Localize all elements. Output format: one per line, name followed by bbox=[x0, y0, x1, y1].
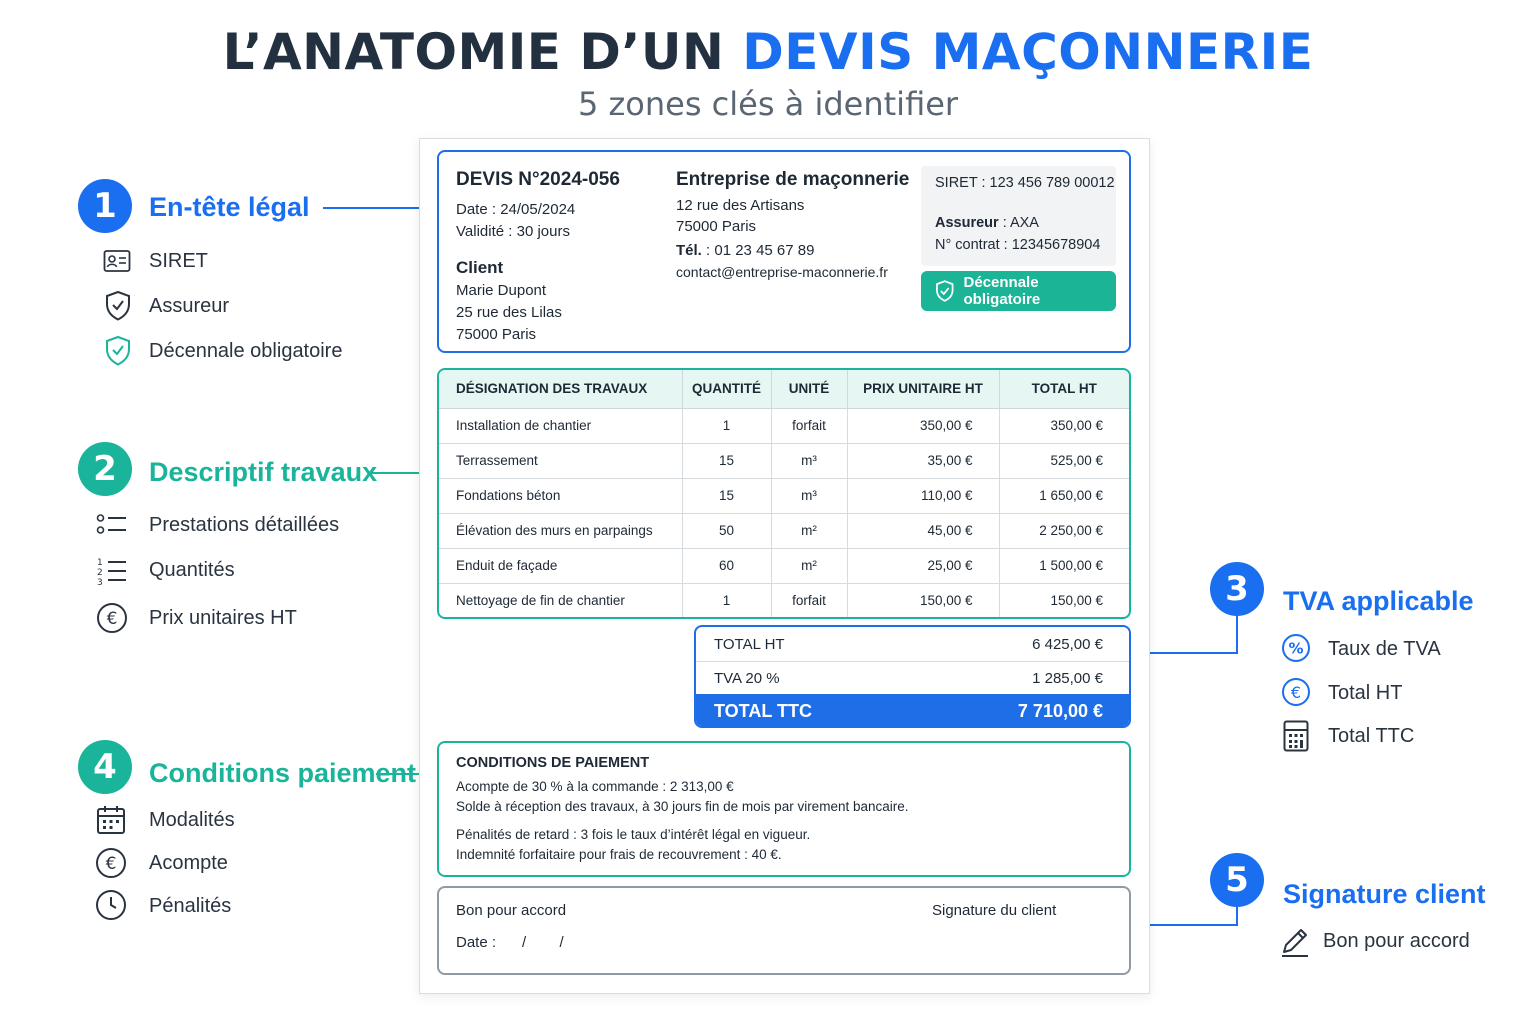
cell-unit-price: 25,00 € bbox=[847, 548, 999, 583]
svg-text:€: € bbox=[1290, 683, 1302, 702]
cell-designation: Terrassement bbox=[439, 443, 682, 478]
signature-date-label: Date : bbox=[456, 934, 497, 951]
calendar-icon bbox=[96, 805, 126, 835]
zone-totals bbox=[694, 625, 1131, 728]
bullet-list-icon bbox=[96, 513, 128, 537]
table-header-row bbox=[439, 370, 1129, 408]
zone-4-badge: 4 bbox=[78, 740, 132, 794]
cell-quantity: 1 bbox=[682, 408, 771, 443]
pen-icon bbox=[1280, 926, 1310, 958]
cell-unit-price: 350,00 € bbox=[847, 408, 999, 443]
calculator-icon bbox=[1283, 720, 1309, 752]
cell-quantity: 15 bbox=[682, 478, 771, 513]
cell-total: 525,00 € bbox=[999, 443, 1129, 478]
decennale-badge-label: Décennale obligatoire bbox=[963, 274, 1041, 308]
zone-3-badge: 3 bbox=[1210, 562, 1264, 616]
zone-5-badge: 5 bbox=[1210, 853, 1264, 907]
cell-unit: m³ bbox=[771, 478, 847, 513]
zone-2-item: Prestations détaillées bbox=[149, 514, 340, 536]
zone-3-item: Total HT bbox=[1328, 682, 1403, 704]
zone-4-item: Acompte bbox=[149, 852, 228, 874]
cell-total: 1 650,00 € bbox=[999, 478, 1129, 513]
table-row bbox=[439, 443, 1129, 478]
cell-total: 1 500,00 € bbox=[999, 548, 1129, 583]
zone-1-item: SIRET bbox=[149, 250, 208, 272]
euro-icon bbox=[96, 602, 128, 634]
signature-date-field[interactable]: / / bbox=[522, 934, 564, 951]
col-header: DÉSIGNATION DES TRAVAUX bbox=[439, 370, 682, 408]
zone-2-title: Descriptif travaux bbox=[149, 457, 378, 487]
company-email: contact@entreprise-maconnerie.fr bbox=[676, 264, 888, 280]
shield-icon bbox=[104, 290, 132, 322]
devis-date: Date : 24/05/2024 bbox=[456, 201, 576, 218]
col-header: UNITÉ bbox=[771, 370, 847, 408]
zone-3-item: Taux de TVA bbox=[1328, 638, 1441, 660]
tva-value: 1 285,00 € bbox=[1032, 669, 1103, 687]
zone-4-title: Conditions paiement bbox=[149, 758, 417, 788]
conditions-line: Solde à réception des travaux, à 30 jours fin de mois par virement bancaire. bbox=[456, 799, 909, 814]
cell-quantity: 15 bbox=[682, 443, 771, 478]
cell-total: 350,00 € bbox=[999, 408, 1129, 443]
col-header: QUANTITÉ bbox=[682, 370, 771, 408]
col-header: PRIX UNITAIRE HT bbox=[847, 370, 999, 408]
tva-row bbox=[696, 662, 1129, 694]
devis-number: DEVIS N°2024-056 bbox=[456, 169, 620, 190]
bon-pour-accord: Bon pour accord bbox=[456, 902, 567, 919]
zone-1-item: Assureur bbox=[149, 295, 230, 317]
cell-designation: Nettoyage de fin de chantier bbox=[439, 583, 682, 618]
company-city: 75000 Paris bbox=[676, 218, 757, 235]
zone-1-title: En-tête légal bbox=[149, 192, 310, 222]
cell-designation: Enduit de façade bbox=[439, 548, 682, 583]
zone-3-title: TVA applicable bbox=[1283, 586, 1474, 616]
table-row bbox=[439, 408, 1129, 443]
svg-text:2: 2 bbox=[97, 568, 103, 578]
client-street: 25 rue des Lilas bbox=[456, 304, 562, 321]
zone-1-item: Décennale obligatoire bbox=[149, 340, 343, 362]
cell-unit: forfait bbox=[771, 583, 847, 618]
svg-text:%: % bbox=[1288, 639, 1304, 658]
total-ht-value: 6 425,00 € bbox=[1032, 635, 1103, 653]
siret-value: SIRET : 123 456 789 00012 bbox=[935, 175, 1115, 191]
table-row bbox=[439, 513, 1129, 548]
client-label: Client bbox=[456, 258, 504, 277]
tva-label: TVA 20 % bbox=[714, 669, 780, 687]
svg-text:€: € bbox=[105, 854, 117, 874]
clock-icon bbox=[95, 889, 127, 921]
zone-3-item: Total TTC bbox=[1328, 725, 1415, 747]
table-row bbox=[439, 583, 1129, 618]
title-part-2: DEVIS MAÇONNERIE bbox=[742, 23, 1314, 81]
cell-unit-price: 110,00 € bbox=[847, 478, 999, 513]
col-header: TOTAL HT bbox=[999, 370, 1129, 408]
insurer-value: Assureur : AXA bbox=[935, 215, 1039, 231]
cell-unit: forfait bbox=[771, 408, 847, 443]
percent-icon bbox=[1281, 633, 1311, 663]
svg-text:€: € bbox=[106, 609, 118, 629]
conditions-heading: CONDITIONS DE PAIEMENT bbox=[456, 755, 650, 771]
total-ttc-row bbox=[696, 694, 1129, 728]
cell-designation: Fondations béton bbox=[439, 478, 682, 513]
zone-2-item: Quantités bbox=[149, 559, 235, 581]
zone-2-badge: 2 bbox=[78, 442, 132, 496]
cell-quantity: 1 bbox=[682, 583, 771, 618]
zone-5-item: Bon pour accord bbox=[1323, 930, 1470, 952]
zone-works-table bbox=[437, 368, 1131, 619]
shield-check-icon bbox=[934, 279, 956, 303]
zone-1-badge: 1 bbox=[78, 179, 132, 233]
cell-unit: m² bbox=[771, 513, 847, 548]
client-city: 75000 Paris bbox=[456, 326, 537, 343]
cell-total: 150,00 € bbox=[1050, 593, 1103, 609]
zone-5-title: Signature client bbox=[1283, 879, 1486, 909]
title-part-1: L’ANATOMIE D’UN bbox=[222, 23, 743, 81]
contract-value: N° contrat : 12345678904 bbox=[935, 237, 1101, 253]
cell-quantity: 60 bbox=[682, 548, 771, 583]
cell-unit: m³ bbox=[771, 443, 847, 478]
cell-designation: Installation de chantier bbox=[439, 408, 682, 443]
total-ht-row bbox=[696, 627, 1129, 662]
table-row bbox=[439, 478, 1129, 513]
company-name: Entreprise de maçonnerie bbox=[676, 169, 910, 190]
cell-unit-price: 45,00 € bbox=[847, 513, 999, 548]
devis-validity: Validité : 30 jours bbox=[456, 223, 570, 240]
total-ttc-value: 7 710,00 € bbox=[1017, 700, 1103, 721]
company-street: 12 rue des Artisans bbox=[676, 197, 805, 214]
cell-quantity: 50 bbox=[682, 513, 771, 548]
total-ht-label: TOTAL HT bbox=[714, 635, 785, 653]
page-subtitle: 5 zones clés à identifier bbox=[577, 85, 959, 123]
euro-icon bbox=[1281, 677, 1311, 707]
shield-check-icon bbox=[104, 335, 132, 367]
cell-total: 2 250,00 € bbox=[999, 513, 1129, 548]
cell-unit-price: 150,00 € bbox=[847, 583, 999, 618]
zone-4-item: Modalités bbox=[149, 809, 235, 831]
conditions-line: Indemnité forfaitaire pour frais de recouvrement : 40 €. bbox=[456, 847, 782, 862]
decennale-badge bbox=[921, 271, 1116, 311]
zone-4-item: Pénalités bbox=[149, 895, 232, 917]
cell-unit-price: 35,00 € bbox=[847, 443, 999, 478]
conditions-line: Pénalités de retard : 3 fois le taux d’intérêt légal en vigueur. bbox=[456, 827, 811, 842]
euro-icon bbox=[95, 847, 127, 879]
works-table bbox=[439, 370, 1129, 618]
zone-2-item: Prix unitaires HT bbox=[149, 607, 297, 629]
svg-text:1: 1 bbox=[97, 558, 103, 568]
client-name: Marie Dupont bbox=[456, 282, 547, 299]
page-title bbox=[0, 22, 1536, 82]
id-card-icon bbox=[103, 249, 131, 273]
table-row bbox=[439, 548, 1129, 583]
conditions-line: Acompte de 30 % à la commande : 2 313,00 € bbox=[456, 779, 734, 794]
numbered-list-icon bbox=[96, 556, 128, 586]
total-ttc-label: TOTAL TTC bbox=[714, 700, 812, 721]
cell-designation: Élévation des murs en parpaings bbox=[439, 513, 682, 548]
client-signature-label: Signature du client bbox=[932, 902, 1057, 919]
company-phone: Tél. : 01 23 45 67 89 bbox=[676, 242, 815, 259]
svg-text:3: 3 bbox=[97, 578, 103, 586]
cell-unit: m² bbox=[771, 548, 847, 583]
